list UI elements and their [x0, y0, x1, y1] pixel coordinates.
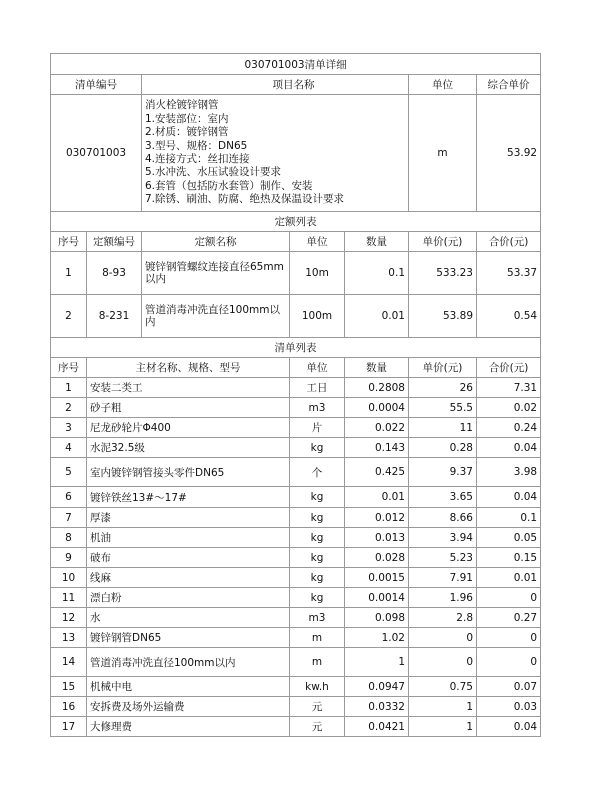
material-name: 安装二类工 [87, 378, 290, 398]
material-no: 11 [51, 588, 87, 608]
material-price: 55.5 [409, 398, 477, 418]
quota-header-name: 定额名称 [142, 232, 290, 252]
item-price: 53.92 [477, 95, 541, 212]
material-row [51, 548, 541, 568]
material-section-title: 清单列表 [51, 338, 541, 358]
material-price: 0.28 [409, 438, 477, 458]
material-unit: kg [290, 568, 345, 588]
item-description-line: 3.型号、规格：DN65 [145, 139, 248, 152]
material-no: 6 [51, 487, 87, 508]
quota-price: 53.89 [409, 295, 477, 338]
material-price: 1.96 [409, 588, 477, 608]
material-no: 15 [51, 677, 87, 697]
quota-qty: 0.01 [345, 295, 409, 338]
item-unit: m [409, 95, 477, 212]
material-header-price: 单价(元) [409, 358, 477, 378]
material-header-qty: 数量 [345, 358, 409, 378]
material-total: 0.1 [477, 508, 541, 528]
material-total: 0 [477, 588, 541, 608]
material-total: 0.04 [477, 438, 541, 458]
material-qty: 0.0015 [345, 568, 409, 588]
quota-unit: 10m [290, 252, 345, 295]
quota-header-unit: 单位 [290, 232, 345, 252]
material-no: 1 [51, 378, 87, 398]
material-no: 5 [51, 458, 87, 487]
quota-code: 8-93 [87, 252, 142, 295]
item-description-line: 消火栓镀锌钢管 [145, 99, 219, 112]
material-unit: m [290, 648, 345, 677]
material-unit: 元 [290, 697, 345, 717]
material-qty: 0.012 [345, 508, 409, 528]
material-row [51, 628, 541, 648]
material-no: 3 [51, 418, 87, 438]
quota-row [51, 295, 541, 338]
material-total: 0 [477, 628, 541, 648]
quota-header-price: 单价(元) [409, 232, 477, 252]
material-header-total: 合价(元) [477, 358, 541, 378]
material-total: 0.02 [477, 398, 541, 418]
material-unit: m3 [290, 398, 345, 418]
material-price: 0 [409, 648, 477, 677]
item-detail-row [51, 95, 541, 212]
material-no: 4 [51, 438, 87, 458]
material-unit: kw.h [290, 677, 345, 697]
material-header-unit: 单位 [290, 358, 345, 378]
header-item-unit: 单位 [409, 75, 477, 95]
material-no: 10 [51, 568, 87, 588]
material-total: 7.31 [477, 378, 541, 398]
material-unit: kg [290, 548, 345, 568]
quota-price: 533.23 [409, 252, 477, 295]
material-qty: 0.01 [345, 487, 409, 508]
material-qty: 0.0014 [345, 588, 409, 608]
quota-row [51, 252, 541, 295]
material-unit: kg [290, 588, 345, 608]
material-total: 0 [477, 648, 541, 677]
item-description-line: 1.安装部位：室内 [145, 112, 229, 125]
material-price: 8.66 [409, 508, 477, 528]
item-description [142, 95, 409, 212]
material-header-name: 主材名称、规格、型号 [87, 358, 290, 378]
quota-header-row [51, 232, 541, 252]
material-total: 0.01 [477, 568, 541, 588]
material-name: 镀锌钢管DN65 [87, 628, 290, 648]
material-row [51, 568, 541, 588]
material-row [51, 438, 541, 458]
quota-total: 53.37 [477, 252, 541, 295]
material-row [51, 717, 541, 737]
material-row [51, 418, 541, 438]
quota-qty: 0.1 [345, 252, 409, 295]
quota-header-qty: 数量 [345, 232, 409, 252]
material-price: 3.65 [409, 487, 477, 508]
item-description-line: 2.材质：镀锌钢管 [145, 126, 229, 139]
header-item-name: 项目名称 [142, 75, 409, 95]
material-name: 机械中电 [87, 677, 290, 697]
material-header-no: 序号 [51, 358, 87, 378]
material-row [51, 398, 541, 418]
header-item-code: 清单编号 [51, 75, 142, 95]
quota-header-no: 序号 [51, 232, 87, 252]
material-no: 2 [51, 398, 87, 418]
material-section-title-row [51, 338, 541, 358]
material-row [51, 378, 541, 398]
material-price: 7.91 [409, 568, 477, 588]
material-total: 3.98 [477, 458, 541, 487]
item-code: 030701003 [51, 95, 142, 212]
material-total: 0.05 [477, 528, 541, 548]
material-total: 0.04 [477, 487, 541, 508]
material-qty: 0.425 [345, 458, 409, 487]
material-price: 26 [409, 378, 477, 398]
quota-no: 1 [51, 252, 87, 295]
material-unit: kg [290, 487, 345, 508]
material-no: 16 [51, 697, 87, 717]
material-price: 1 [409, 697, 477, 717]
material-qty: 0.0004 [345, 398, 409, 418]
quota-header-total: 合价(元) [477, 232, 541, 252]
material-row [51, 458, 541, 487]
material-row [51, 697, 541, 717]
material-name: 水泥32.5级 [87, 438, 290, 458]
material-total: 0.27 [477, 608, 541, 628]
material-no: 17 [51, 717, 87, 737]
material-unit: m [290, 628, 345, 648]
material-qty: 1.02 [345, 628, 409, 648]
material-row [51, 608, 541, 628]
material-name: 管道消毒冲洗直径100mm以内 [87, 648, 290, 677]
material-row [51, 588, 541, 608]
material-no: 12 [51, 608, 87, 628]
material-unit: 个 [290, 458, 345, 487]
material-price: 0.75 [409, 677, 477, 697]
item-description-line: 7.除锈、刷油、防腐、绝热及保温设计要求 [145, 193, 345, 206]
material-qty: 0.0332 [345, 697, 409, 717]
material-name: 砂子粗 [87, 398, 290, 418]
material-row [51, 487, 541, 508]
material-name: 安拆费及场外运输费 [87, 697, 290, 717]
material-name: 机油 [87, 528, 290, 548]
material-no: 7 [51, 508, 87, 528]
quota-section-title-row [51, 212, 541, 232]
material-price: 9.37 [409, 458, 477, 487]
bill-detail-table [50, 53, 541, 737]
item-description-line: 5.水冲洗、水压试验设计要求 [145, 166, 282, 179]
material-qty: 1 [345, 648, 409, 677]
material-total: 0.15 [477, 548, 541, 568]
material-unit: kg [290, 528, 345, 548]
material-no: 8 [51, 528, 87, 548]
material-name: 室内镀锌钢管接头零件DN65 [87, 458, 290, 487]
material-header-row [51, 358, 541, 378]
material-unit: 元 [290, 717, 345, 737]
material-name: 漂白粉 [87, 588, 290, 608]
material-price: 0 [409, 628, 477, 648]
material-price: 5.23 [409, 548, 477, 568]
material-no: 9 [51, 548, 87, 568]
item-description-line: 6.套管（包括防水套管）制作、安装 [145, 179, 313, 192]
material-total: 0.04 [477, 717, 541, 737]
material-row [51, 528, 541, 548]
header-item-price: 综合单价 [477, 75, 541, 95]
material-qty: 0.0947 [345, 677, 409, 697]
material-row [51, 508, 541, 528]
material-qty: 0.022 [345, 418, 409, 438]
quota-no: 2 [51, 295, 87, 338]
material-qty: 0.098 [345, 608, 409, 628]
quota-total: 0.54 [477, 295, 541, 338]
material-price: 11 [409, 418, 477, 438]
material-price: 1 [409, 717, 477, 737]
material-name: 镀锌铁丝13#～17# [87, 487, 290, 508]
title-row [51, 54, 541, 75]
material-price: 2.8 [409, 608, 477, 628]
quota-unit: 100m [290, 295, 345, 338]
material-unit: kg [290, 508, 345, 528]
quota-section-title: 定额列表 [51, 212, 541, 232]
material-qty: 0.013 [345, 528, 409, 548]
material-row [51, 648, 541, 677]
table-title: 030701003清单详细 [51, 54, 541, 75]
item-header-row [51, 75, 541, 95]
material-name: 线麻 [87, 568, 290, 588]
quota-name: 镀锌钢管螺纹连接直径65mm以内 [142, 252, 290, 295]
material-unit: 片 [290, 418, 345, 438]
material-unit: 工日 [290, 378, 345, 398]
quota-code: 8-231 [87, 295, 142, 338]
material-no: 13 [51, 628, 87, 648]
material-qty: 0.2808 [345, 378, 409, 398]
material-name: 厚漆 [87, 508, 290, 528]
material-name: 破布 [87, 548, 290, 568]
material-no: 14 [51, 648, 87, 677]
material-rows [51, 378, 541, 737]
material-name: 水 [87, 608, 290, 628]
material-name: 尼龙砂轮片Φ400 [87, 418, 290, 438]
material-qty: 0.0421 [345, 717, 409, 737]
item-description-line: 4.连接方式：丝扣连接 [145, 153, 250, 165]
material-unit: kg [290, 438, 345, 458]
material-total: 0.07 [477, 677, 541, 697]
material-name: 大修理费 [87, 717, 290, 737]
material-total: 0.03 [477, 697, 541, 717]
material-row [51, 677, 541, 697]
material-qty: 0.028 [345, 548, 409, 568]
quota-name: 管道消毒冲洗直径100mm以内 [142, 295, 290, 338]
material-price: 3.94 [409, 528, 477, 548]
quota-header-code: 定额编号 [87, 232, 142, 252]
material-unit: m3 [290, 608, 345, 628]
material-qty: 0.143 [345, 438, 409, 458]
material-total: 0.24 [477, 418, 541, 438]
